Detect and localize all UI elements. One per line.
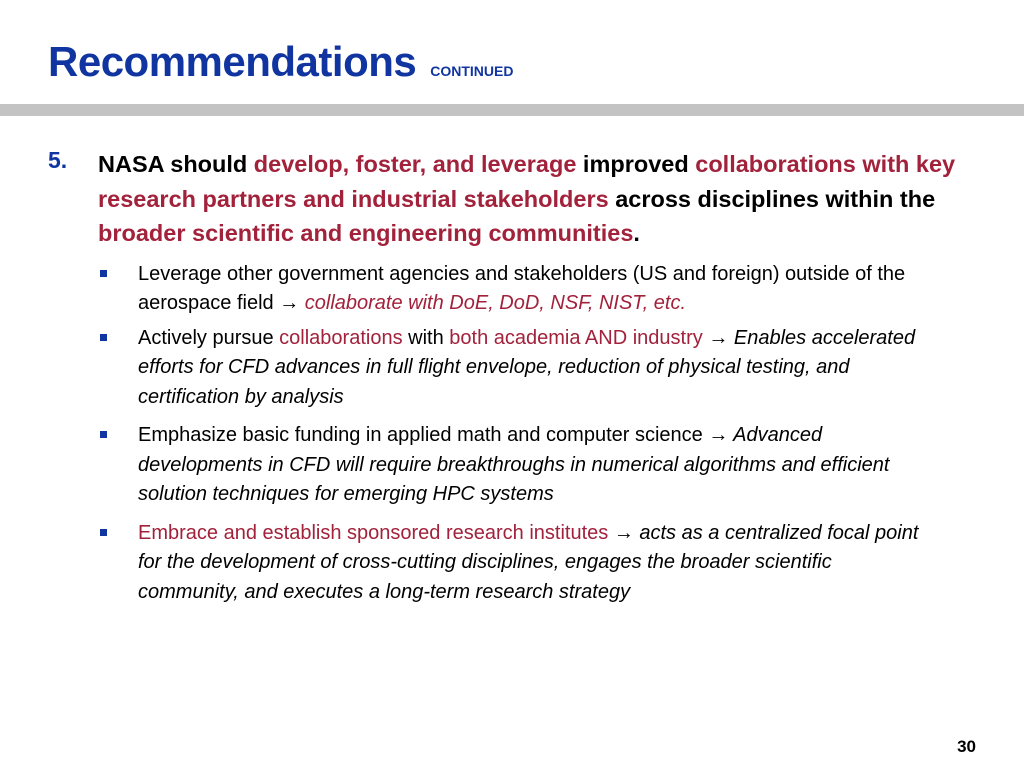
- square-bullet-icon: [100, 270, 107, 277]
- title-divider: [0, 104, 1024, 116]
- bullet-highlight: both academia AND industry: [449, 326, 703, 349]
- bullet-item: [98, 260, 928, 319]
- bullet-text: Actively pursue: [138, 326, 280, 349]
- statement-highlight: broader scientific and engineering communities: [98, 220, 634, 246]
- bullet-outcome: collaborate with DoE, DoD, NSF, NIST, etc.: [299, 292, 687, 314]
- statement-text: across disciplines within the: [608, 185, 936, 212]
- bullet-highlight: collaborations: [279, 326, 403, 349]
- sub-bullet-list: [98, 260, 928, 608]
- bullet-text: Emphasize basic funding in applied math and computer science: [138, 424, 709, 446]
- bullet-item: [98, 324, 928, 413]
- square-bullet-icon: [100, 334, 107, 341]
- bullet-text: Leverage other government agencies and stakeholders (US and foreign) outside of the aerospace field: [138, 262, 906, 314]
- bullet-outcome: Enables accelerated efforts for CFD advances in full flight envelope, reduction of physical testing, and certification by analysis: [138, 326, 916, 408]
- slide-title: Recommendations: [48, 38, 417, 85]
- bullet-outcome: acts as a centralized focal point for the development of cross-cutting disciplines, engages the broader scientific community, and executes a long-term research strategy: [138, 521, 919, 603]
- slide-subtitle: CONTINUED: [430, 63, 514, 79]
- slide-header: [48, 38, 513, 86]
- recommendation-statement: [98, 147, 988, 251]
- bullet-text: with: [402, 326, 450, 349]
- item-number: 5.: [48, 147, 68, 173]
- statement-highlight: develop, foster, and leverage: [253, 151, 577, 177]
- right-arrow-icon: →: [708, 424, 729, 446]
- statement-text: .: [633, 220, 640, 246]
- slide-body: [48, 147, 988, 607]
- square-bullet-icon: [100, 529, 107, 536]
- statement-highlight: collaborations with key research partners and industrial stakeholders: [98, 151, 956, 212]
- statement-text: NASA should: [98, 151, 254, 177]
- bullet-highlight: Embrace and establish sponsored research institutes: [138, 521, 614, 544]
- right-arrow-icon: →: [279, 292, 300, 314]
- statement-text: improved: [576, 151, 696, 177]
- square-bullet-icon: [100, 431, 107, 438]
- bullet-outcome: Advanced developments in CFD will require breakthroughs in numerical algorithms and efficient solution techniques for emerging HPC systems: [138, 424, 890, 505]
- right-arrow-icon: →: [613, 521, 634, 544]
- bullet-item: [98, 519, 928, 608]
- page-number: 30: [957, 737, 976, 756]
- bullet-item: [98, 421, 928, 510]
- right-arrow-icon: →: [708, 326, 729, 349]
